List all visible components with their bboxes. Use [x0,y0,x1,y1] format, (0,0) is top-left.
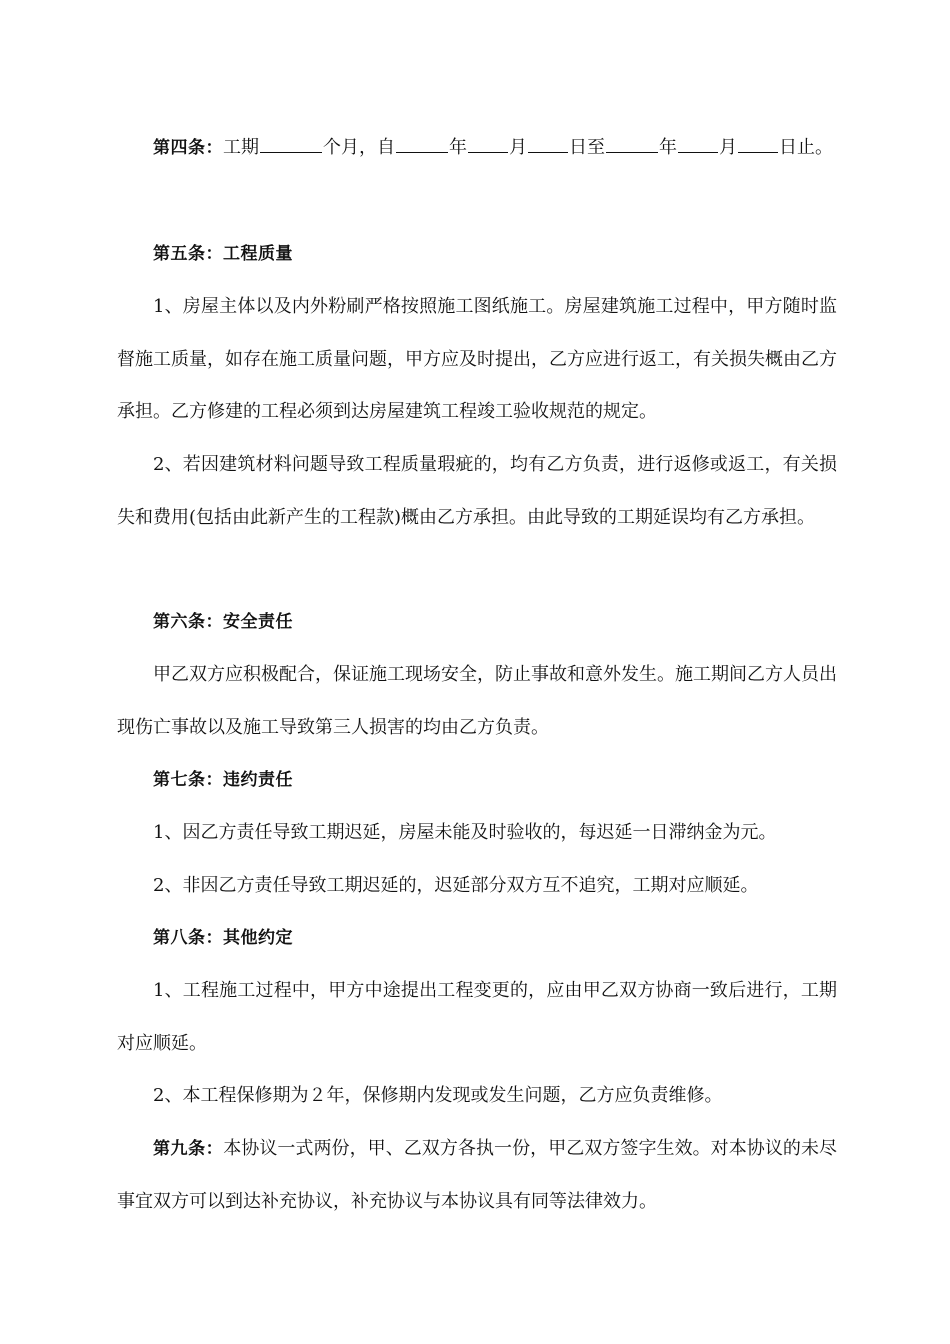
article-7-item-1: 1、因乙方责任导致工期迟延，房屋未能及时验收的，每迟延一日滞纳金为元。 [153,822,777,843]
article-4-text-g: 月 [719,137,737,158]
article-6-body: 甲乙双方应积极配合，保证施工现场安全，防止事故和意外发生。施工期间乙方人员出现伤亡事故以及施工导致第三人损害的均由乙方负责。 [117,664,837,738]
article-6-heading: 第六条：安全责任 [153,612,293,632]
article-5-heading: 第五条：工程质量 [153,244,293,264]
article-4-text-c: 年 [449,137,467,158]
article-8-item-2: 2、本工程保修期为２年，保修期内发现或发生问题，乙方应负责维修。 [153,1085,723,1106]
article-9-body: 本协议一式两份，甲、乙双方各执一份，甲乙双方签字生效。对本协议的未尽事宜双方可以到达补充协议，补充协议与本协议具有同等法律效力。 [117,1138,837,1212]
blank-start-day[interactable] [528,130,568,153]
article-9-heading: 第九条： [153,1139,224,1159]
article-4-heading: 第四条： [153,138,223,158]
blank-start-year[interactable] [396,130,448,153]
blank-months[interactable] [260,130,322,153]
article-4-text-f: 年 [659,137,677,158]
blank-start-month[interactable] [468,130,508,153]
article-4-text-e: 日至 [569,137,605,158]
article-4-text-b: 个月，自 [323,137,395,158]
blank-end-year[interactable] [606,130,658,153]
article-4-text-a: 工期 [223,137,259,158]
article-4-text-d: 月 [509,137,527,158]
article-5-item-1: 1、房屋主体以及内外粉刷严格按照施工图纸施工。房屋建筑施工过程中，甲方随时监督施工质量，如存在施工质量问题，甲方应及时提出，乙方应进行返工，有关损失概由乙方承担。乙方修建的工程必须到达房屋建筑工程竣工验收规范的规定。 [117,296,837,422]
article-4-paragraph [117,122,837,175]
article-9-paragraph [117,1123,837,1228]
blank-end-month[interactable] [678,130,718,153]
article-7-item-2: 2、非因乙方责任导致工期迟延的，迟延部分双方互不追究，工期对应顺延。 [153,875,759,896]
blank-end-day[interactable] [738,130,778,153]
article-7-heading: 第七条：违约责任 [153,770,293,790]
article-8-heading: 第八条：其他约定 [153,928,293,948]
article-5-item-2: 2、若因建筑材料问题导致工程质量瑕疵的，均有乙方负责，进行返修或返工，有关损失和费用(包括由此新产生的工程款)概由乙方承担。由此导致的工期延误均有乙方承担。 [117,454,837,528]
article-8-item-1: 1、工程施工过程中，甲方中途提出工程变更的，应由甲乙双方协商一致后进行，工期对应顺延。 [117,980,837,1054]
article-4-text-h: 日止。 [779,137,833,158]
